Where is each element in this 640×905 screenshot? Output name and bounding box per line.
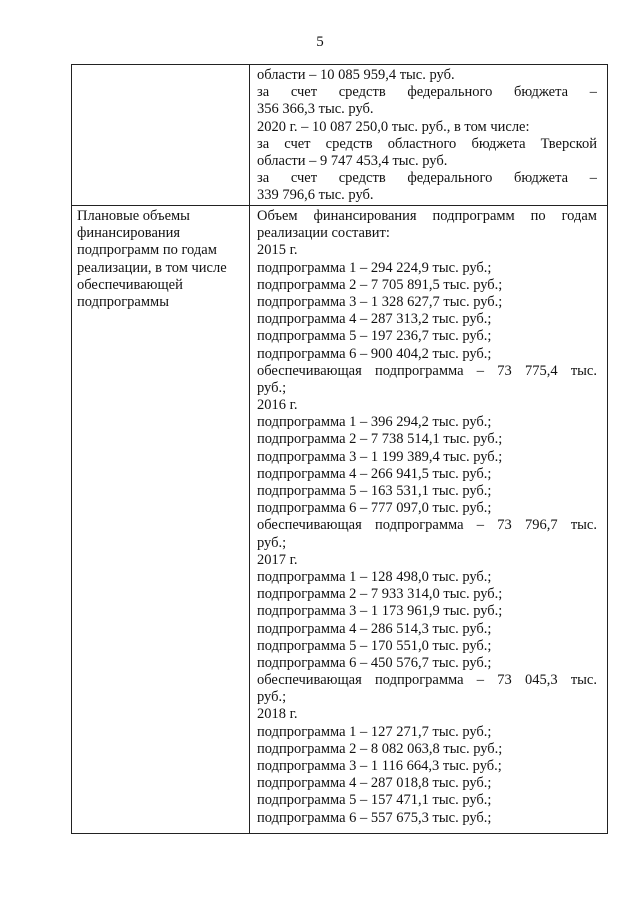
- text-line: 356 366,3 тыс. руб.: [257, 101, 374, 118]
- text-line: подпрограмма 1 – 127 271,7 тыс. руб.;: [257, 723, 492, 740]
- text-line: подпрограмма 6 – 777 097,0 тыс. руб.;: [257, 500, 492, 517]
- text-line: 2015 г.: [257, 242, 298, 259]
- text-line: подпрограмма 6 – 900 404,2 тыс. руб.;: [257, 345, 492, 362]
- text-line: подпрограмма 4 – 266 941,5 тыс. руб.;: [257, 465, 492, 482]
- text-line: реализации составит:: [257, 225, 390, 242]
- text-line: 2018 г.: [257, 706, 298, 723]
- top-left-cell: [72, 65, 250, 206]
- text-line: обеспечивающая подпрограмма – 73 796,7 тыс.: [257, 517, 597, 534]
- bottom-right-cell: [250, 206, 607, 833]
- text-line: подпрограмма 5 – 197 236,7 тыс. руб.;: [257, 328, 492, 345]
- heading-line: подпрограммы: [77, 294, 169, 311]
- text-line: подпрограмма 3 – 1 116 664,3 тыс. руб.;: [257, 758, 502, 774]
- text-line: подпрограмма 1 – 128 498,0 тыс. руб.;: [257, 568, 492, 585]
- text-line: подпрограмма 2 – 7 705 891,5 тыс. руб.;: [257, 276, 503, 293]
- text-line: подпрограмма 4 – 287 018,8 тыс. руб.;: [257, 775, 492, 792]
- bottom-left-cell: [72, 206, 250, 833]
- text-line: 2020 г. – 10 087 250,0 тыс. руб., в том числе:: [257, 118, 530, 135]
- text-line: области – 10 085 959,4 тыс. руб.: [257, 67, 455, 83]
- financing-table: [71, 64, 608, 834]
- text-line: 2017 г.: [257, 551, 298, 568]
- text-line: подпрограмма 4 – 286 514,3 тыс. руб.;: [257, 620, 492, 637]
- text-line: подпрограмма 2 – 8 082 063,8 тыс. руб.;: [257, 740, 503, 757]
- heading-line: подпрограмм по годам: [77, 242, 217, 259]
- text-line: подпрограмма 2 – 7 738 514,1 тыс. руб.;: [257, 431, 503, 448]
- text-line: руб.;: [257, 379, 287, 396]
- text-line: подпрограмма 3 – 1 199 389,4 тыс. руб.;: [257, 448, 503, 465]
- text-line: подпрограмма 1 – 294 224,9 тыс. руб.;: [257, 259, 492, 276]
- text-line: подпрограмма 1 – 396 294,2 тыс. руб.;: [257, 414, 492, 431]
- text-line: за счет средств федерального бюджета –: [257, 84, 597, 101]
- text-line: Объем финансирования подпрограмм по годам: [257, 208, 597, 224]
- text-line: подпрограмма 4 – 287 313,2 тыс. руб.;: [257, 311, 492, 328]
- text-line: руб.;: [257, 689, 287, 706]
- page-number: 5: [316, 34, 324, 50]
- text-line: 2016 г.: [257, 397, 298, 414]
- text-line: подпрограмма 3 – 1 328 627,7 тыс. руб.;: [257, 293, 503, 310]
- heading-line: обеспечивающей: [77, 276, 183, 293]
- text-line: подпрограмма 6 – 557 675,3 тыс. руб.;: [257, 809, 492, 826]
- top-right-cell: [250, 65, 607, 206]
- text-line: обеспечивающая подпрограмма – 73 045,3 тыс.: [257, 672, 597, 689]
- text-line: подпрограмма 5 – 170 551,0 тыс. руб.;: [257, 637, 492, 654]
- heading-line: финансирования: [77, 225, 181, 242]
- text-line: обеспечивающая подпрограмма – 73 775,4 тыс.: [257, 362, 597, 379]
- text-line: 339 796,6 тыс. руб.: [257, 187, 374, 204]
- heading-line: реализации, в том числе: [77, 259, 227, 276]
- text-line: подпрограмма 6 – 450 576,7 тыс. руб.;: [257, 654, 492, 671]
- text-line: подпрограмма 3 – 1 173 961,9 тыс. руб.;: [257, 603, 503, 620]
- text-line: подпрограмма 2 – 7 933 314,0 тыс. руб.;: [257, 586, 503, 603]
- text-line: руб.;: [257, 534, 287, 551]
- row-heading: [77, 208, 243, 311]
- text-line: подпрограмма 5 – 163 531,1 тыс. руб.;: [257, 483, 492, 499]
- heading-line: Плановые объемы: [77, 208, 190, 224]
- text-line: за счет средств федерального бюджета –: [257, 170, 597, 187]
- text-line: за счет средств областного бюджета Тверской: [257, 135, 597, 152]
- text-line: подпрограмма 5 – 157 471,1 тыс. руб.;: [257, 792, 492, 809]
- text-line: области – 9 747 453,4 тыс. руб.: [257, 152, 448, 169]
